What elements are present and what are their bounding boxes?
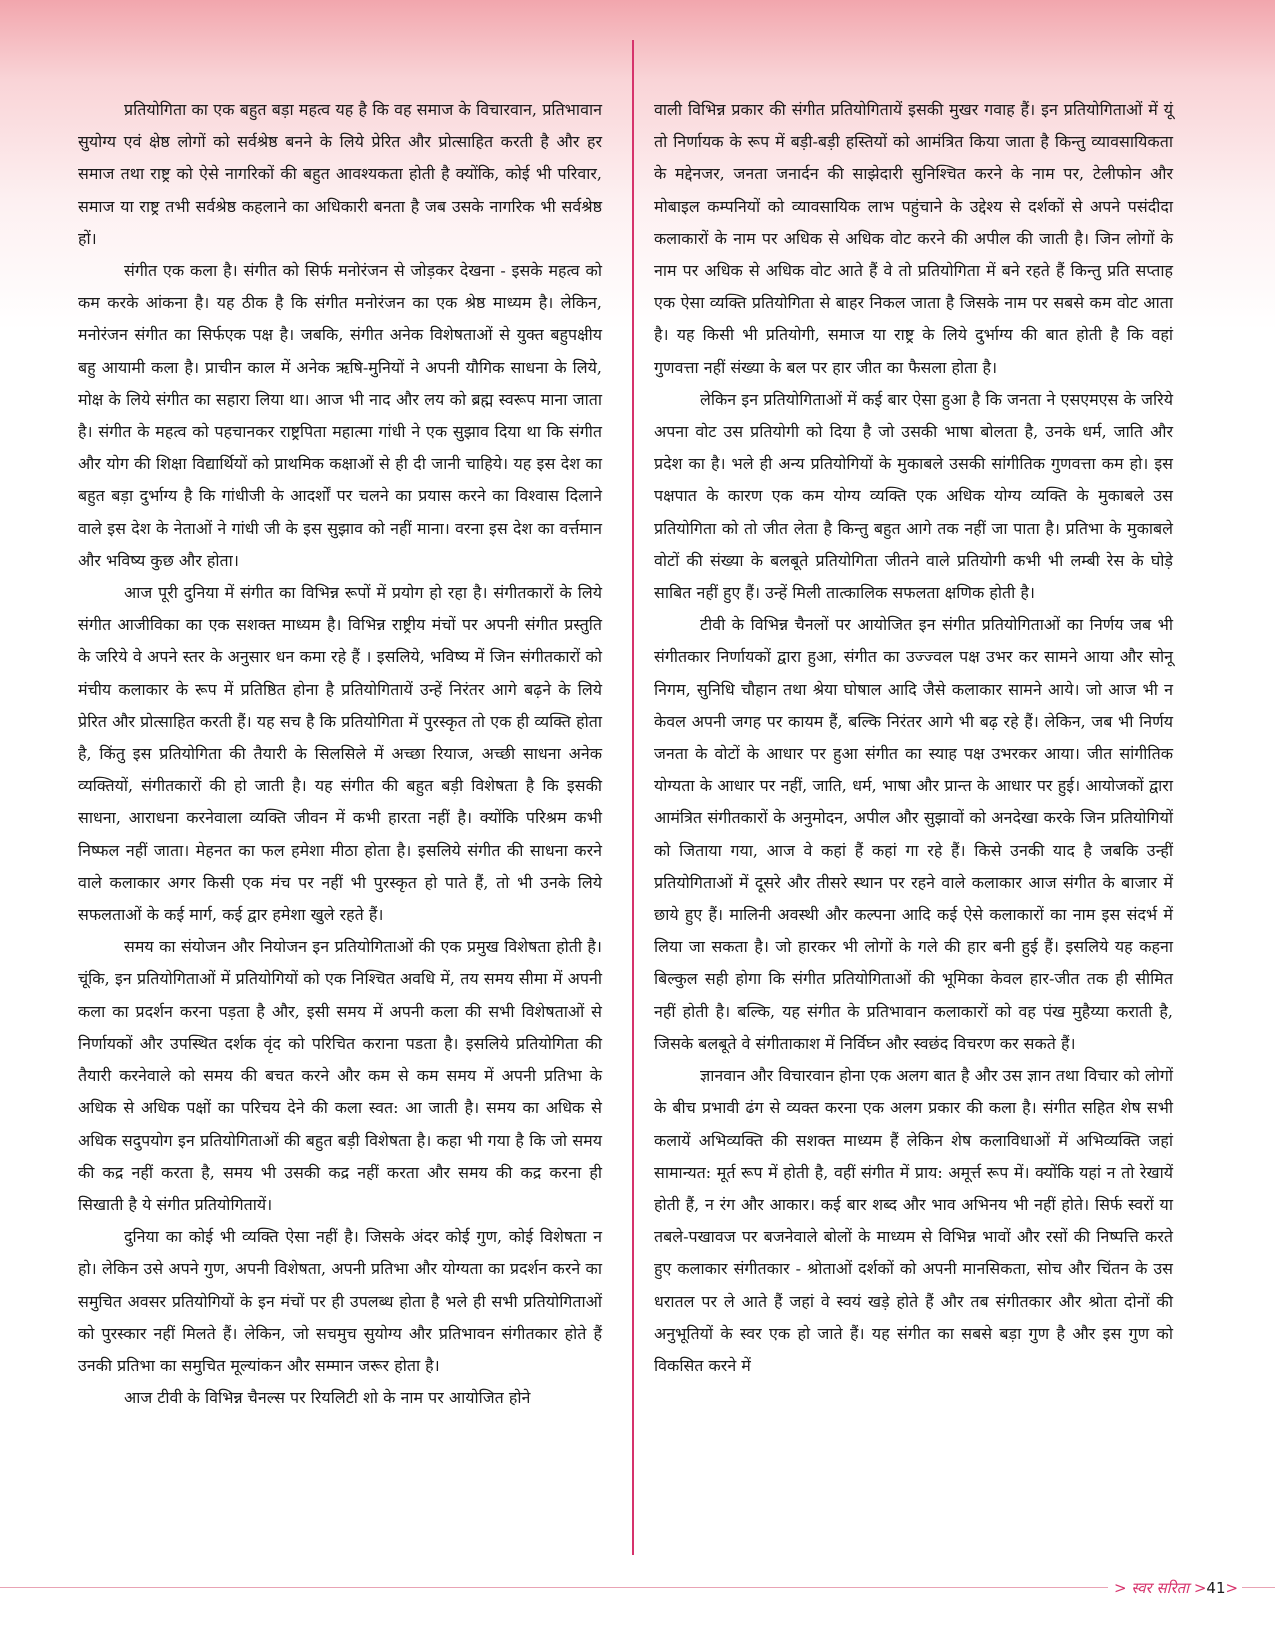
paragraph: ज्ञानवान और विचारवान होना एक अलग बात है और उस ज्ञान तथा विचार को लोगों के बीच प्रभावी ढंग से व्यक्त करना एक अलग प्रकार की कला है। संगीत सहित शेष सभी कलायें अभिव्यक्ति की सशक्त माध्यम हैं लेकिन शेष कलाविधाओं में अभिव्यक्ति जहां सामान्यत: मूर्त रूप में होती है, वहीं संगीत में प्राय: अमूर्त्त रूप में। क्योंकि यहां न तो रेखायें होती हैं, न रंग और आकार। कई बार शब्द और भाव अभिनय भी नहीं होते। सिर्फ स्वरों या तबले-पखावज पर बजनेवाले बोलों के माध्यम से विभिन्न भावों और रसों की निष्पत्ति करते हुए कलाकार संगीतकार - श्रोताओं दर्शकों को अपनी मानसिकता, सोच और चिंतन के उस धरातल पर ले आते हैं जहां वे स्वयं खड़े होते हैं और तब संगीतकार और श्रोता दोनों की अनुभूतियों के स्वर एक हो जाते हैं। यह संगीत का सबसे बड़ा गुण है और इस गुण को विकसित करने में (654, 1066, 1173, 1375)
left-column (78, 94, 602, 1414)
paragraph: वाली विभिन्न प्रकार की संगीत प्रतियोगितायें इसकी मुखर गवाह हैं। इन प्रतियोगिताओं में यूं तो निर्णायक के रूप में बड़ी-बड़ी हस्तियों को आमंत्रित किया जाता है किन्तु व्यावसायिकता के मद्देनजर, जनता जनार्दन की साझेदारी सुनिश्चित करने के नाम पर, टेलीफोन और मोबाइल कम्पनियों को व्यावसायिक लाभ पहुंचाने के उद्देश्य से दर्शकों से अपने पसंदीदा कलाकारों के नाम पर अधिक से अधिक वोट करने की अपील की जाती है। जिन लोगों के नाम पर अधिक से अधिक वोट आते हैं वे तो प्रतियोगिता में बने रहते हैं किन्तु प्रति सप्ताह एक ऐसा व्यक्ति प्रतियोगिता से बाहर निकल जाता है जिसके नाम पर सबसे कम वोट आता है। यह किसी भी प्रतियोगी, समाज या राष्ट्र के लिये दुर्भाग्य की बात होती है कि वहां गुणवत्ता नहीं संख्या के बल पर हार जीत का फैसला होता है। (654, 100, 1173, 377)
magazine-name: स्वर सरिता (1131, 1579, 1190, 1597)
footer-arrow-end: > (1225, 1579, 1239, 1597)
paragraph: आज पूरी दुनिया में संगीत का विभिन्न रूपों में प्रयोग हो रहा है। संगीतकारों के लिये संगीत आजीविका का एक सशक्त माध्यम है। विभिन्न राष्ट्रीय मंचों पर अपनी संगीत प्रस्तुति के जरिये वे अपने स्तर के अनुसार धन कमा रहे हैं । इसलिये, भविष्य में जिन संगीतकारों को मंचीय कलाकार के रूप में प्रतिष्ठित होना है प्रतियोगितायें उन्हें निरंतर आगे बढ़ने के लिये प्रेरित और प्रोत्साहित करती हैं। यह सच है कि प्रतियोगिता में पुरस्कृत तो एक ही व्यक्ति होता है, किंतु इस प्रतियोगिता की तैयारी के सिलसिले में अच्छा रियाज, अच्छी साधना अनेक व्यक्तियों, संगीतकारों की हो जाती है। यह संगीत की बहुत बड़ी विशेषता है कि इसकी साधना, आराधना करनेवाला व्यक्ति जीवन में कभी हारता नहीं है। क्योंकि परिश्रम कभी निष्फल नहीं जाता। मेहनत का फल हमेशा मीठा होता है। इसलिये संगीत की साधना करने वाले कलाकार अगर किसी एक मंच पर नहीं भी पुरस्कृत हो पाते हैं, तो भी उनके लिये सफलताओं के कई मार्ग, कई द्वार हमेशा खुले रहते हैं। (78, 583, 602, 925)
paragraph: टीवी के विभिन्न चैनलों पर आयोजित इन संगीत प्रतियोगिताओं का निर्णय जब भी संगीतकार निर्णायकों द्वारा हुआ, संगीत का उज्ज्वल पक्ष उभर कर सामने आया और सोनू निगम, सुनिधि चौहान तथा श्रेया घोषाल आदि जैसे कलाकार सामने आये। जो आज भी न केवल अपनी जगह पर कायम हैं, बल्कि निरंतर आगे भी बढ़ रहे हैं। लेकिन, जब भी निर्णय जनता के वोटों के आधार पर हुआ संगीत का स्याह पक्ष उभरकर आया। जीत सांगीतिक योग्यता के आधार पर नहीं, जाति, धर्म, भाषा और प्रान्त के आधार पर हुई। आयोजकों द्वारा आमंत्रित संगीतकारों के अनुमोदन, अपील और सुझावों को अनदेखा करके जिन प्रतियोगियों को जिताया गया, आज वे कहां हैं कहां गा रहे हैं। किसे उनकी याद है जबकि उन्हीं प्रतियोगिताओं में दूसरे और तीसरे स्थान पर रहने वाले कलाकार आज संगीत के बाजार में छाये हुए हैं। मालिनी अवस्थी और कल्पना आदि कई ऐसे कलाकारों का नाम इस संदर्भ में लिया जा सकता है। जो हारकर भी लोगों के गले की हार बनी हुई हैं। इसलिये यह कहना बिल्कुल सही होगा कि संगीत प्रतियोगिताओं की भूमिका केवल हार-जीत तक ही सीमित नहीं होती है। बल्कि, यह संगीत के प्रतिभावान कलाकारों को वह पंख मुहैय्या कराती है, जिसके बलबूते वे संगीताकाश में निर्विघ्न और स्वछंद विचरण कर सकते हैं। (654, 615, 1173, 1053)
column-divider (632, 40, 634, 1555)
paragraph: लेकिन इन प्रतियोगिताओं में कई बार ऐसा हुआ है कि जनता ने एसएमएस के जरिये अपना वोट उस प्रतियोगी को दिया है जो उसकी भाषा बोलता है, उनके धर्म, जाति और प्रदेश का है। भले ही अन्य प्रतियोगियों के मुकाबले उसकी सांगीतिक गुणवत्ता कम हो। इस पक्षपात के कारण एक कम योग्य व्यक्ति एक अधिक योग्य व्यक्ति के मुकाबले उस प्रतियोगिता को तो जीत लेता है किन्तु बहुत आगे तक नहीं जा पाता है। प्रतिभा के मुकाबले वोटों की संख्या के बलबूते प्रतियोगिता जीतने वाले प्रतियोगी कभी भी लम्बी रेस के घोड़े साबित नहीं हुए हैं। उन्हें मिली तात्कालिक सफलता क्षणिक होती है। (654, 389, 1173, 603)
paragraph: समय का संयोजन और नियोजन इन प्रतियोगिताओं की एक प्रमुख विशेषता होती है। चूंकि, इन प्रतियोगिताओं में प्रतियोगियों को एक निश्चित अवधि में, तय समय सीमा में अपनी कला का प्रदर्शन करना पड़ता है और, इसी समय में अपनी कला की सभी विशेषताओं से निर्णायकों और उपस्थित दर्शक वृंद को परिचित कराना पडता है। इसलिये प्रतियोगिता की तैयारी करनेवाले को समय की बचत करने और कम से कम समय में अपनी प्रतिभा के अधिक से अधिक पक्षों का परिचय देने की कला स्वत: आ जाती है। समय का अधिक से अधिक सदुपयोग इन प्रतियोगिताओं की बहुत बड़ी विशेषता है। कहा भी गया है कि जो समय की कद्र नहीं करता है, समय भी उसकी कद्र नहीं करता और समय की कद्र करना ही सिखाती है ये संगीत प्रतियोगितायें। (78, 937, 602, 1214)
paragraph: दुनिया का कोई भी व्यक्ति ऐसा नहीं है। जिसके अंदर कोई गुण, कोई विशेषता न हो। लेकिन उसे अपने गुण, अपनी विशेषता, अपनी प्रतिभा और योग्यता का प्रदर्शन करने का समुचित अवसर प्रतियोगियों के इन मंचों पर ही उपलब्ध होता है भले ही सभी प्रतियोगिताओं को पुरस्कार नहीं मिलते हैं। लेकिन, जो सचमुच सुयोग्य और प्रतिभावन संगीतकार होते हैं उनकी प्रतिभा का समुचित मूल्यांकन और सम्मान जरूर होता है। (78, 1227, 602, 1375)
footer-arrow-mid: > (1193, 1579, 1207, 1597)
paragraph: आज टीवी के विभिन्न चैनल्स पर रियलिटी शो के नाम पर आयोजित होने (124, 1388, 531, 1408)
paragraph: प्रतियोगिता का एक बहुत बड़ा महत्व यह है कि वह समाज के विचारवान, प्रतिभावान सुयोग्य एवं क्षेष्ठ लोगों को सर्वश्रेष्ठ बनने के लिये प्रेरित और प्रोत्साहित करती है और हर समाज तथा राष्ट्र को ऐसे नागरिकों की बहुत आवश्यकता होती है क्योंकि, कोई भी परिवार, समाज या राष्ट्र तभी सर्वश्रेष्ठ कहलाने का अधिकारी बनता है जब उसके नागरिक भी सर्वश्रेष्ठ हों। (78, 100, 602, 248)
page-footer (1108, 1577, 1242, 1599)
footer-rule (0, 1587, 1275, 1588)
paragraph: संगीत एक कला है। संगीत को सिर्फ मनोरंजन से जोड़कर देखना - इसके महत्व को कम करके आंकना है। यह ठीक है कि संगीत मनोरंजन का एक श्रेष्ठ माध्यम है। लेकिन, मनोरंजन संगीत का सिर्फएक पक्ष है। जबकि, संगीत अनेक विशेषताओं से युक्त बहुपक्षीय बहु आयामी कला है। प्राचीन काल में अनेक ऋषि-मुनियों ने अपनी यौगिक साधना के लिये, मोक्ष के लिये संगीत का सहारा लिया था। आज भी नाद और लय को ब्रह्म स्वरूप माना जाता है। संगीत के महत्व को पहचानकर राष्ट्रपिता महात्मा गांधी ने एक सुझाव दिया था कि संगीत और योग की शिक्षा विद्यार्थियों को प्राथमिक कक्षाओं से ही दी जानी चाहिये। यह इस देश का बहुत बड़ा दुर्भाग्य है कि गांधीजी के आदर्शों पर चलने का प्रयास करने का विश्वास दिलाने वाले इस देश के नेताओं ने गांधी जी के इस सुझाव को नहीं माना। वरना इस देश का वर्त्तमान और भविष्य कुछ और होता। (78, 261, 602, 570)
page-number: 41 (1206, 1579, 1226, 1597)
right-column (654, 94, 1173, 1382)
footer-arrow-left: > (1114, 1579, 1127, 1597)
